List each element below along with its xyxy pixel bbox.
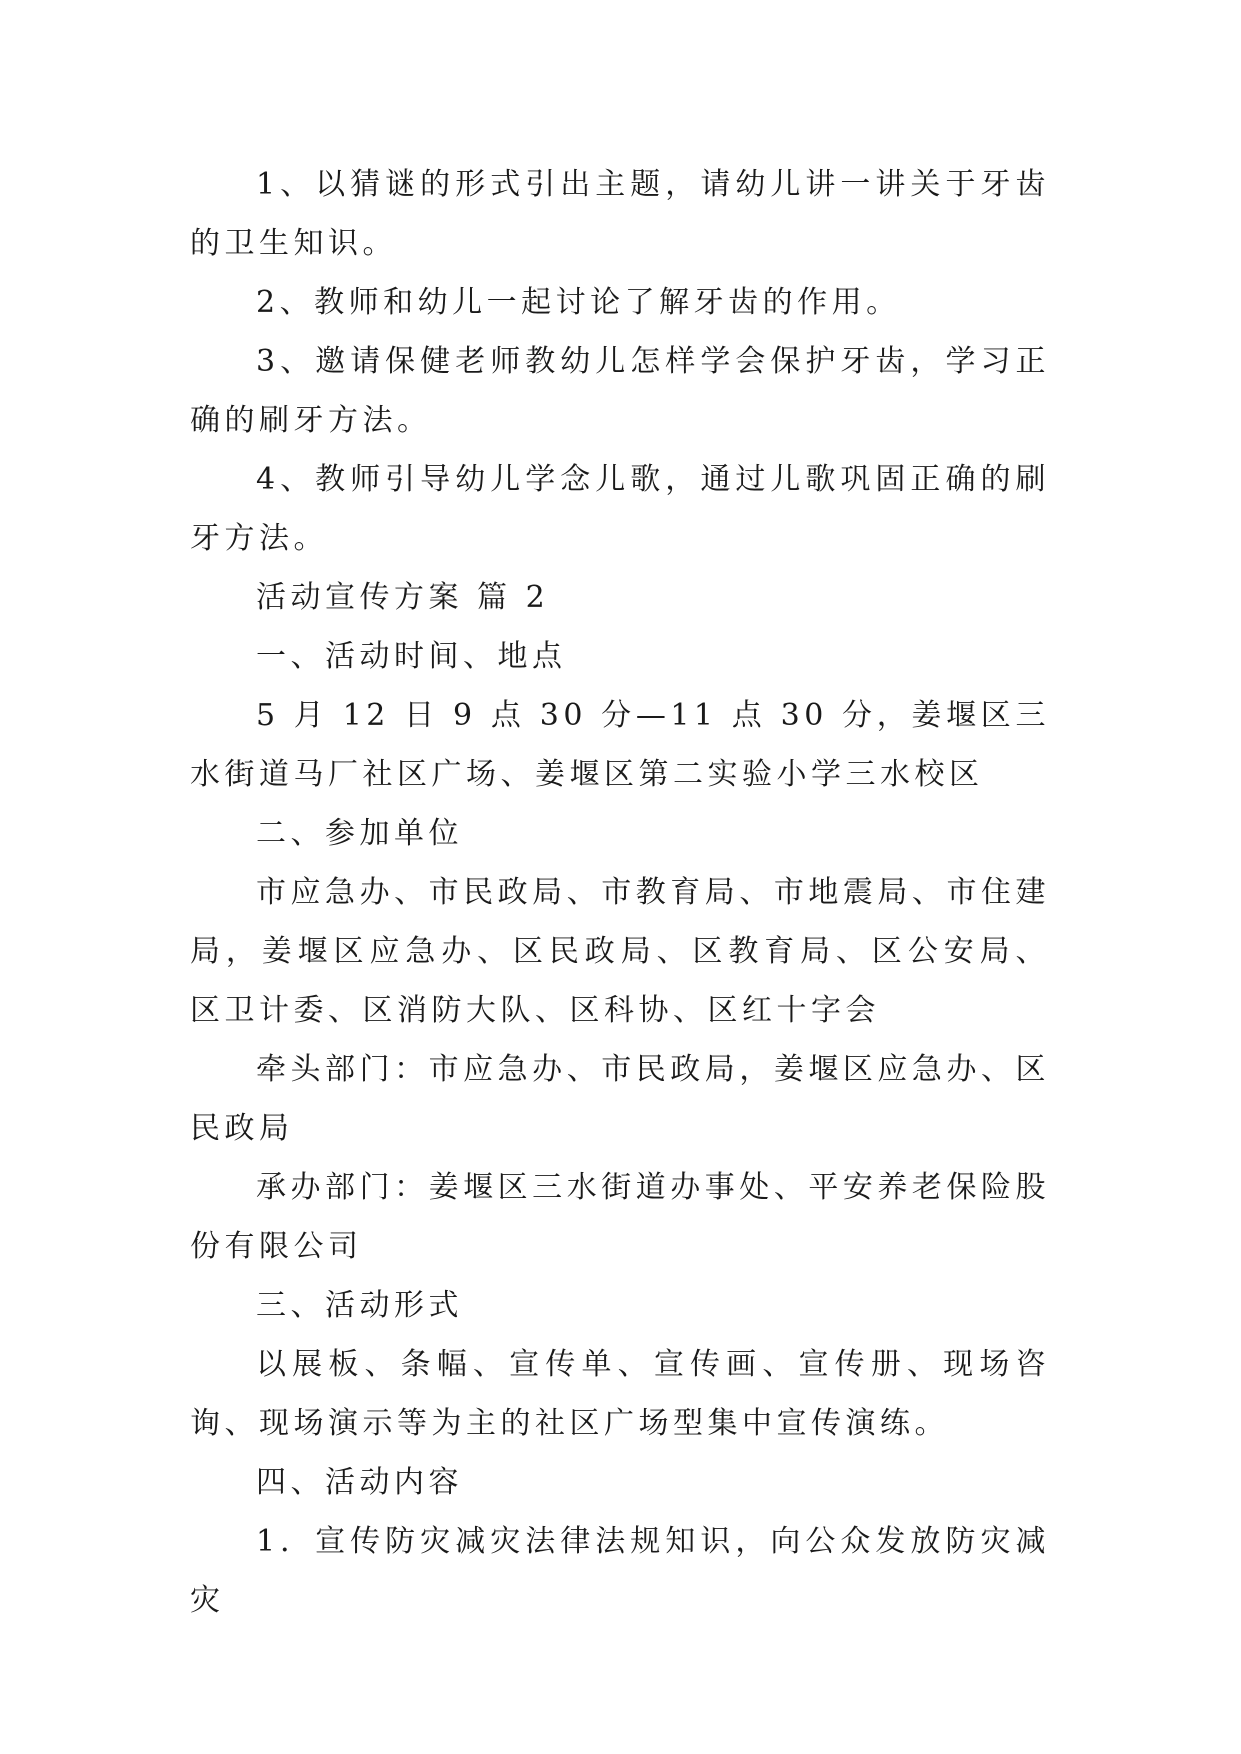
heading-activity-content: 四、活动内容 [256,1465,463,1500]
heading-participants: 二、参加单位 [256,816,463,851]
paragraph-host-departments: 承办部门：姜堰区三水街道办事处、平安养老保险股份有限公司 [190,1170,1050,1264]
section-title: 活动宣传方案 篇 2 [256,580,550,615]
paragraph-step-1: 1、以猜谜的形式引出主题，请幼儿讲一讲关于牙齿的卫生知识。 [190,167,1050,261]
paragraph-content-item-1: 1．宣传防灾减灾法律法规知识，向公众发放防灾减灾 [190,1524,1050,1618]
heading-time-place: 一、活动时间、地点 [256,639,567,674]
heading-activity-form: 三、活动形式 [256,1288,463,1323]
paragraph-activity-form: 以展板、条幅、宣传单、宣传画、宣传册、现场咨询、现场演示等为主的社区广场型集中宣传演练。 [190,1347,1050,1441]
paragraph-step-4: 4、教师引导幼儿学念儿歌，通过儿歌巩固正确的刷牙方法。 [190,462,1050,556]
paragraph-time-place: 5 月 12 日 9 点 30 分—11 点 30 分，姜堰区三水街道马厂社区广场、姜堰区第二实验小学三水校区 [190,698,1050,792]
paragraph-step-2: 2、教师和幼儿一起讨论了解牙齿的作用。 [256,285,901,320]
paragraph-participants: 市应急办、市民政局、市教育局、市地震局、市住建局，姜堰区应急办、区民政局、区教育局、区公安局、区卫计委、区消防大队、区科协、区红十字会 [190,875,1050,1028]
paragraph-lead-departments: 牵头部门：市应急办、市民政局，姜堰区应急办、区民政局 [190,1052,1050,1146]
paragraph-step-3: 3、邀请保健老师教幼儿怎样学会保护牙齿，学习正确的刷牙方法。 [190,344,1050,438]
document-body [190,155,1050,1630]
